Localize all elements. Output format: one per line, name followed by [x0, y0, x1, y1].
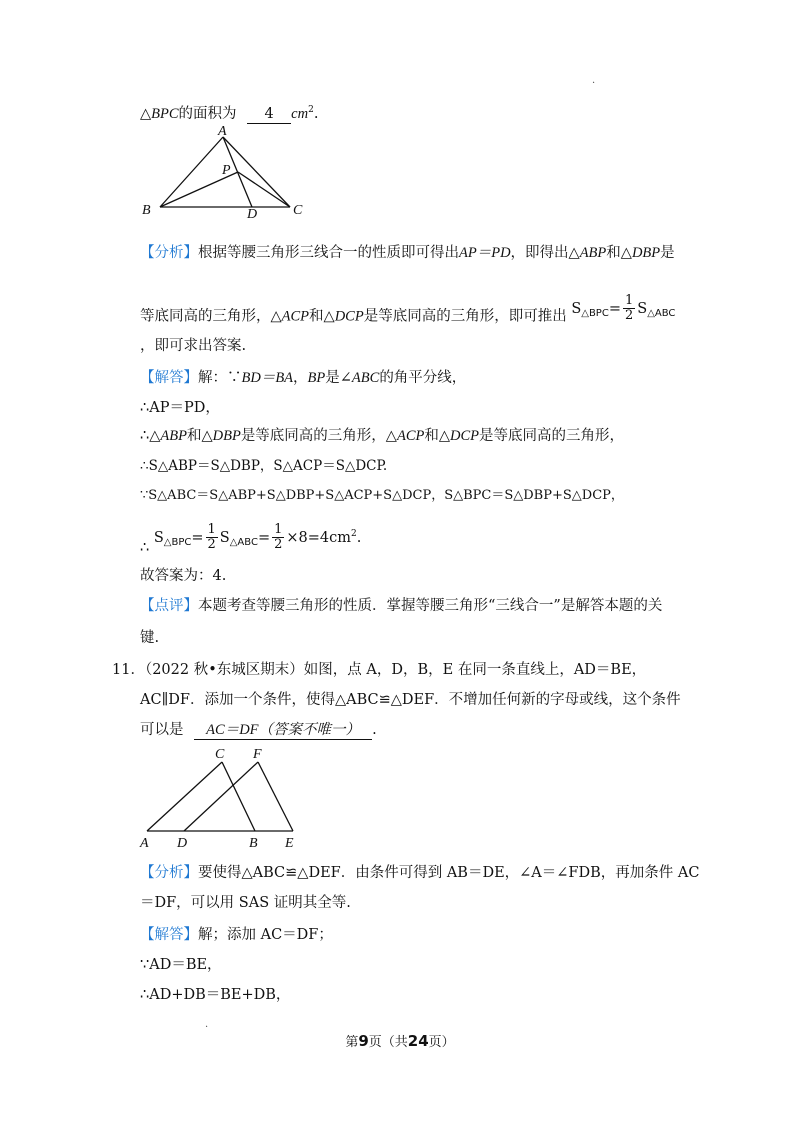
text: 是等底同高的三角形，即可推出: [363, 308, 567, 325]
formula-result: [153, 522, 362, 552]
page-footer: [0, 1031, 800, 1050]
math: DCP: [450, 428, 480, 444]
triangle-name: BPC: [151, 105, 179, 122]
math: ABP: [160, 428, 187, 444]
text: ，即可求出答案.: [140, 338, 247, 354]
math: AP＝PD: [459, 245, 511, 261]
solution-line-3: [140, 426, 624, 446]
label-A: A: [140, 836, 149, 850]
text: 是: [660, 245, 675, 261]
area-label: 的面积为: [178, 105, 237, 122]
text: 是等底同高的三角形，△: [240, 428, 397, 444]
text: AC∥DF．添加一个条件，使得△ABC≌△DEF．不增加任何新的字母或线，这个条件: [140, 692, 681, 708]
solution-tag: 【解答】: [140, 927, 198, 943]
text: 和△: [424, 428, 451, 444]
text: ∴△: [140, 428, 161, 444]
analysis-tag: 【分析】: [140, 245, 198, 261]
formula-eq: =: [257, 529, 271, 546]
text: ∵AD＝BE，: [140, 957, 222, 973]
solution-line-5: [140, 486, 624, 506]
answer-blank: [247, 105, 291, 124]
q11-solution-line-1: [140, 925, 333, 945]
answer-blank: [194, 721, 372, 740]
unit: cm: [291, 105, 309, 122]
footer-text: 页）: [428, 1035, 455, 1050]
comment-tag: 【点评】: [140, 598, 198, 614]
math: ABC: [351, 370, 380, 386]
formula-eq: =: [191, 529, 204, 546]
text: 可以是: [140, 722, 184, 738]
label-B: B: [142, 203, 151, 218]
answer-value: 4: [264, 105, 274, 122]
numerator: 1: [274, 522, 283, 537]
triangles-figure-2: [135, 745, 310, 850]
total-pages: 24: [407, 1032, 429, 1050]
text: ∵S△ABC＝S△ABP+S△DBP+S△ACP+S△DCP，S△BPC＝S△DBP+S△DCP，: [140, 488, 624, 503]
label-B: B: [249, 836, 258, 850]
solution-tag: 【解答】: [140, 370, 198, 386]
math: ACP: [281, 308, 310, 325]
label-E: E: [285, 836, 294, 850]
text: 根据等腰三角形三线合一的性质即可得出: [198, 245, 459, 261]
label-D: D: [247, 207, 258, 222]
denominator: 2: [274, 537, 283, 552]
text: 要使得△ABC≌△DEF．由条件可得到 AB＝DE，∠A＝∠FDB，再加条件 AC: [198, 865, 700, 881]
formula-s: S: [637, 300, 648, 317]
fraction-half: [272, 523, 284, 552]
math: BD＝BA: [241, 370, 294, 386]
formula-sub: △ABC: [647, 307, 676, 319]
q11-analysis-line-2: [140, 893, 351, 913]
text: ＝DF，可以用 SAS 证明其全等.: [140, 895, 351, 911]
text: 是∠: [325, 370, 352, 386]
unit-exponent: 2: [308, 105, 314, 115]
text: 解：∵: [198, 370, 242, 386]
text: 和△: [309, 308, 335, 325]
unit-exponent: 2: [351, 528, 357, 539]
math: DBP: [212, 428, 241, 444]
text: 故答案为：4.: [140, 568, 227, 584]
formula-s: S: [219, 529, 230, 546]
solution-line-1: [140, 368, 466, 388]
q11-solution-line-3: [140, 985, 290, 1005]
text: 键.: [140, 630, 160, 646]
solution-line-7: [140, 566, 226, 586]
label-F: F: [253, 747, 262, 762]
text: 和△: [186, 428, 213, 444]
formula-sub: △BPC: [163, 536, 192, 548]
answer-value: AC＝DF（答案不唯一）: [206, 722, 361, 738]
triangle-symbol: △: [140, 105, 152, 122]
fraction-half: [623, 294, 635, 323]
question-11-line-2: [140, 690, 681, 710]
formula-sub: △BPC: [581, 307, 609, 319]
solution-line-4: [140, 456, 387, 476]
triangle-figure-1: [135, 122, 310, 222]
text: 等底同高的三角形，△: [140, 308, 282, 325]
text: 的角平分线，: [379, 370, 467, 386]
formula-s-bpc: [571, 293, 676, 323]
question-11-line-1: [112, 660, 646, 680]
label-A: A: [218, 124, 227, 139]
fraction-half: [206, 523, 218, 552]
text: 解；添加 AC＝DF；: [198, 927, 333, 943]
comment-line-1: [140, 596, 662, 616]
denominator: 2: [207, 537, 216, 552]
formula-s: S: [153, 529, 164, 546]
text: 是等底同高的三角形，: [479, 428, 625, 444]
solution-line-2: [140, 398, 220, 418]
comment-line-2: [140, 628, 159, 648]
text: ∴S△ABP＝S△DBP，S△ACP＝S△DCP.: [140, 458, 388, 474]
text: ，即得出△: [510, 245, 580, 261]
corner-dot-mark: ·: [592, 78, 596, 89]
label-P: P: [222, 163, 231, 178]
math: BP: [307, 370, 326, 386]
text: 和△: [606, 245, 632, 261]
analysis-tag: 【分析】: [140, 865, 198, 881]
numerator: 1: [207, 522, 216, 537]
period: .: [356, 529, 362, 546]
math: DBP: [631, 245, 661, 261]
footer-text: 页（共: [368, 1035, 408, 1050]
therefore-symbol: ∴: [140, 539, 150, 556]
denominator: 2: [624, 308, 634, 323]
formula-s: S: [571, 300, 582, 317]
footer-text: 第: [345, 1035, 359, 1050]
label-D: D: [177, 836, 188, 850]
formula-eq: =: [608, 300, 621, 317]
period: .: [313, 105, 319, 122]
solution-line-6: [140, 522, 362, 556]
label-C: C: [293, 203, 303, 218]
label-C: C: [215, 747, 225, 762]
text: 本题考查等腰三角形的性质．掌握等腰三角形“三线合一”是解答本题的关: [198, 598, 663, 614]
period: .: [372, 722, 377, 738]
area-answer-line: [140, 100, 318, 124]
bottom-dot-mark: ·: [205, 1022, 209, 1033]
math: ABP: [579, 245, 607, 261]
text: ∴AD+DB＝BE+DB，: [140, 987, 291, 1003]
q11-analysis-line-1: [140, 863, 699, 883]
analysis-line-3: [140, 336, 246, 356]
question-11-line-3: [140, 720, 377, 740]
math: ACP: [396, 428, 425, 444]
numerator: 1: [624, 293, 634, 308]
question-number: 11．: [112, 662, 145, 678]
q11-solution-line-2: [140, 955, 222, 975]
analysis-line-1: [140, 243, 675, 263]
text: ∴AP＝PD，: [140, 400, 220, 416]
page-number: 9: [358, 1032, 369, 1050]
analysis-line-2: [140, 293, 676, 332]
text: ，: [293, 370, 308, 386]
formula-tail: ×8=4cm: [286, 529, 351, 546]
formula-sub: △ABC: [229, 536, 258, 548]
text: （2022 秋•东城区期末）如图，点 A，D，B，E 在同一条直线上，AD＝BE，: [144, 662, 647, 678]
math: DCP: [334, 308, 364, 325]
